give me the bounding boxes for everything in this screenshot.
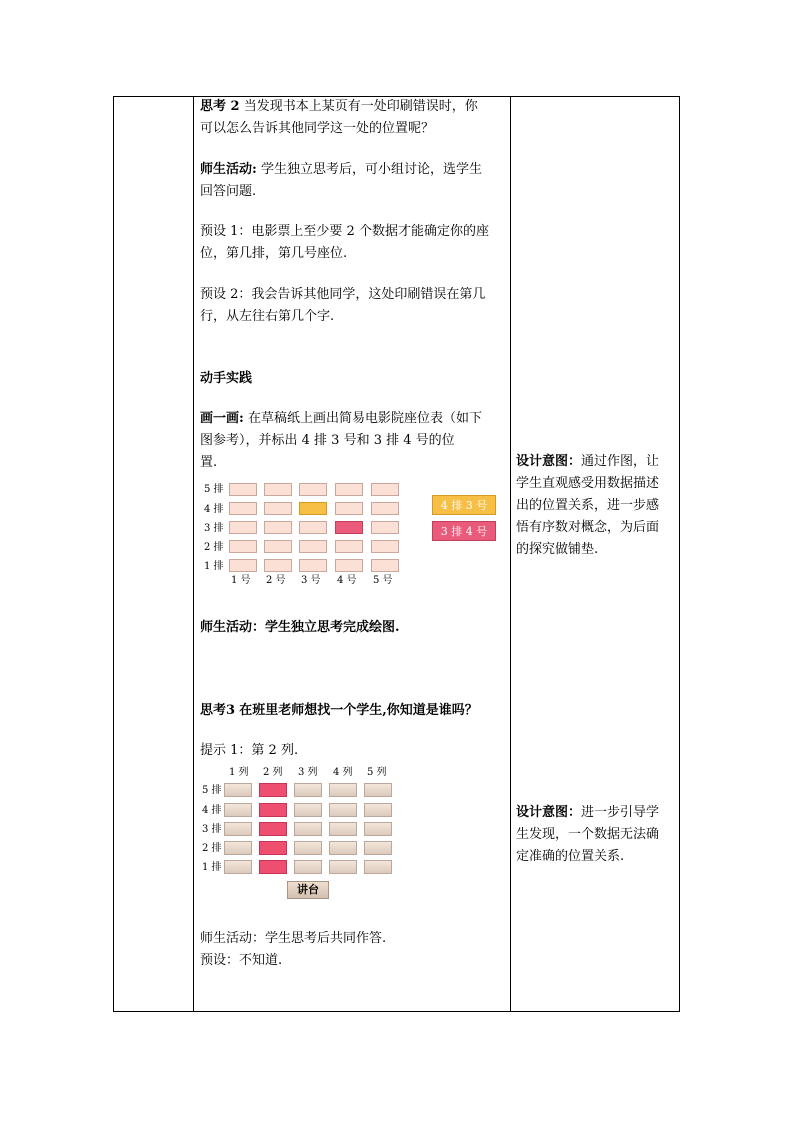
seat (264, 559, 292, 572)
seat-col2-highlight (259, 822, 287, 836)
hint1-text: 提示 1：第 2 列. (200, 743, 299, 758)
column-label: 3 号 (301, 575, 321, 586)
seat (335, 540, 363, 553)
draw-label: 画一画: (200, 411, 244, 426)
seat (264, 502, 292, 515)
seat (294, 783, 322, 797)
column-label: 4 号 (337, 575, 357, 586)
seat (224, 803, 252, 817)
seat (264, 521, 292, 534)
seat (224, 822, 252, 836)
seat-row3-col4-highlight (335, 521, 363, 534)
seat-row4-col3-highlight (299, 502, 327, 515)
draw-text: 在草稿纸上画出简易电影院座位表（如下 (247, 411, 482, 426)
seat (371, 540, 399, 553)
seat (329, 803, 357, 817)
draw-text-3: 置. (200, 455, 218, 470)
row-label: 4 排 (204, 504, 224, 515)
activity3-line1: 师生活动：学生思考后共同作答. (200, 931, 387, 946)
seat (364, 822, 392, 836)
legend-row4-col3: 4 排 3 号 (432, 495, 496, 515)
seat (264, 483, 292, 496)
seat (229, 521, 257, 534)
preset2-block (200, 284, 505, 328)
column-label: 1 列 (229, 767, 249, 778)
seat-col2-highlight (259, 783, 287, 797)
seat (264, 540, 292, 553)
design-intent-label: 设计意图： (516, 454, 582, 469)
seat (371, 559, 399, 572)
seat (229, 483, 257, 496)
seat (224, 783, 252, 797)
row-label: 2 排 (204, 542, 224, 553)
seat (364, 783, 392, 797)
column-label: 2 号 (266, 575, 286, 586)
preset1-line1: 预设 1：电影票上至少要 2 个数据才能确定你的座 (200, 224, 489, 239)
seat (329, 822, 357, 836)
seat (371, 521, 399, 534)
design-intent-text: 通过作图，让 (581, 454, 660, 469)
think3-label: 思考3 (200, 703, 236, 718)
row-label: 3 排 (202, 824, 222, 835)
seat (299, 559, 327, 572)
think2-label: 思考 2 (200, 99, 240, 114)
seat-col2-highlight (259, 841, 287, 855)
column-label: 5 列 (367, 767, 387, 778)
column-label: 5 号 (373, 575, 393, 586)
activity3-line2: 预设：不知道. (200, 953, 283, 968)
row-label: 3 排 (204, 523, 224, 534)
design-intent-text: 进一步引导学 (581, 805, 660, 820)
seat (364, 860, 392, 874)
row-label: 1 排 (202, 862, 222, 873)
row-label: 4 排 (202, 805, 222, 816)
preset1-block (200, 221, 505, 265)
podium: 讲台 (287, 881, 329, 899)
legend-row3-col4: 3 排 4 号 (432, 521, 496, 541)
seat (329, 783, 357, 797)
preset1-line2: 位，第几排，第几号座位. (200, 246, 348, 261)
activity2-text: 师生活动：学生独立思考完成绘图. (200, 620, 400, 635)
seat-col2-highlight (259, 860, 287, 874)
row-label: 5 排 (204, 484, 224, 495)
seat (229, 559, 257, 572)
preset2-line1: 预设 2：我会告诉其他同学，这处印刷错误在第几 (200, 287, 486, 302)
seat (294, 822, 322, 836)
seat (224, 841, 252, 855)
table-column-divider (193, 96, 194, 1012)
seat (229, 502, 257, 515)
design-intent-text: 的探究做铺垫. (516, 542, 599, 557)
seat (229, 540, 257, 553)
seat (329, 841, 357, 855)
seat (224, 860, 252, 874)
activity1-block (200, 159, 505, 203)
seat (371, 502, 399, 515)
design-intent-text: 悟有序数对概念，为后面 (516, 520, 660, 535)
column-label: 2 列 (263, 767, 283, 778)
activity1-text: 学生独立思考后，可小组讨论，选学生 (260, 162, 482, 177)
design-intent-text: 生发现，一个数据无法确 (516, 827, 660, 842)
think3-text: 在班里老师想找一个学生,你知道是谁吗？ (239, 703, 478, 718)
column-label: 4 列 (333, 767, 353, 778)
think2-text: 当发现书本上某页有一处印刷错误时，你 (243, 99, 478, 114)
design-intent-text: 学生直观感受用数据描述 (516, 476, 660, 491)
seat (371, 483, 399, 496)
think3-block (200, 700, 505, 722)
seat-col2-highlight (259, 803, 287, 817)
activity3-block (200, 928, 505, 972)
preset2-line2: 行，从左往右第几个字. (200, 309, 335, 324)
design-intent-2 (516, 802, 676, 868)
column-label: 1 号 (231, 575, 251, 586)
seat (299, 483, 327, 496)
seat (299, 521, 327, 534)
seat (329, 860, 357, 874)
draw-block (200, 408, 505, 474)
draw-text-2: 图参考），并标出 4 排 3 号和 3 排 4 号的位 (200, 433, 455, 448)
design-intent-text: 出的位置关系，进一步感 (516, 498, 660, 513)
design-intent-text: 定准确的位置关系. (516, 849, 625, 864)
activity1-text-2: 回答问题. (200, 184, 257, 199)
seat (294, 860, 322, 874)
hands-on-title: 动手实践 (200, 371, 253, 386)
seat (299, 540, 327, 553)
row-label: 2 排 (202, 843, 222, 854)
activity1-label: 师生活动: (200, 162, 257, 177)
column-label: 3 列 (298, 767, 318, 778)
seat (294, 803, 322, 817)
seat (294, 841, 322, 855)
seat (364, 803, 392, 817)
seat (335, 559, 363, 572)
design-intent-1 (516, 451, 676, 561)
think2-block (200, 96, 505, 140)
think2-text-2: 可以怎么告诉其他同学这一处的位置呢？ (200, 121, 435, 136)
row-label: 5 排 (202, 785, 222, 796)
seating-chart-1 (200, 480, 510, 590)
seat (335, 483, 363, 496)
seat (364, 841, 392, 855)
row-label: 1 排 (204, 561, 224, 572)
design-intent-label: 设计意图： (516, 805, 582, 820)
seating-chart-2 (200, 766, 510, 906)
seat (335, 502, 363, 515)
table-column-divider (510, 96, 511, 1012)
